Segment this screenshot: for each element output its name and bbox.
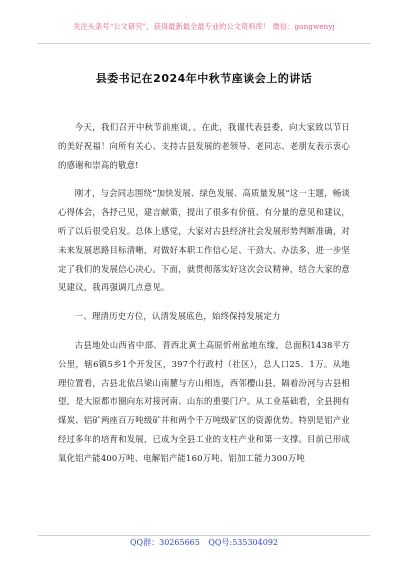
footer-contact: QQ群：30265665 QQ号:535304092 xyxy=(130,538,278,547)
header-banner: 关注头条号“公文研究”，获得最新最全最专业的公文资料库！ 微信：gongwenyj xyxy=(73,22,335,31)
header-divider xyxy=(38,43,370,44)
body-paragraph: 古县地处山西省中部、晋西北黄土高原忻州盆地东缘，总面积1438平方公里，辖6镇5乡1个开发区，397个行政村（社区），总人口25．1万。从地理位置看，古县北依吕梁山南麓与方山相连，西邻樱山县，隔着汾河与古县相望，是大原都市圈向东对接河南、山东的重要门户。从工业基础看，全县拥有煤炭、铝矿两座百万吨级矿井和两个千万吨级矿区的资源优势。特别是铝产业经过多年的培育和发展，已成为全县工业的支柱产业和第一支撑。目前已形成氧化铝产能400万吨、电解铝产能160万吨、铝加工能力300万吨 xyxy=(58,339,350,463)
body-paragraph: 刚才，与会同志围绕“加快发展、绿色发展、高质量发展”这一主题，畅谈心得体会，各抒己见，建言献策，提出了很多有价值、有分量的意见和建议，听了以后很受启发。总体上感觉，大家对古县经济社会发展形势判断准确，对未来发展思路目标清晰，对做好本职工作信心足、干劲大、办法多，进一步坚定了我们的发展信心决心。下面，就贯彻落实好这次会议精神，结合大家的意见建议，我再强调几点意见。 xyxy=(58,188,350,293)
section-heading: 一、理清历史方位，认清发展底色，始终保持发展定力 xyxy=(74,311,281,322)
document-title: 县委书记在2024年中秋节座谈会上的讲话 xyxy=(95,72,313,85)
document-body xyxy=(58,118,350,468)
footer-divider xyxy=(38,535,370,536)
body-paragraph: 今天，我们召开中秋节前座谈，。在此，我谨代表县委，向大家致以节日的美好祝福！向所有关心、支持古县发展的老领导、老同志、老朋友表示衷心的感谢和崇高的敬意! xyxy=(58,122,350,170)
